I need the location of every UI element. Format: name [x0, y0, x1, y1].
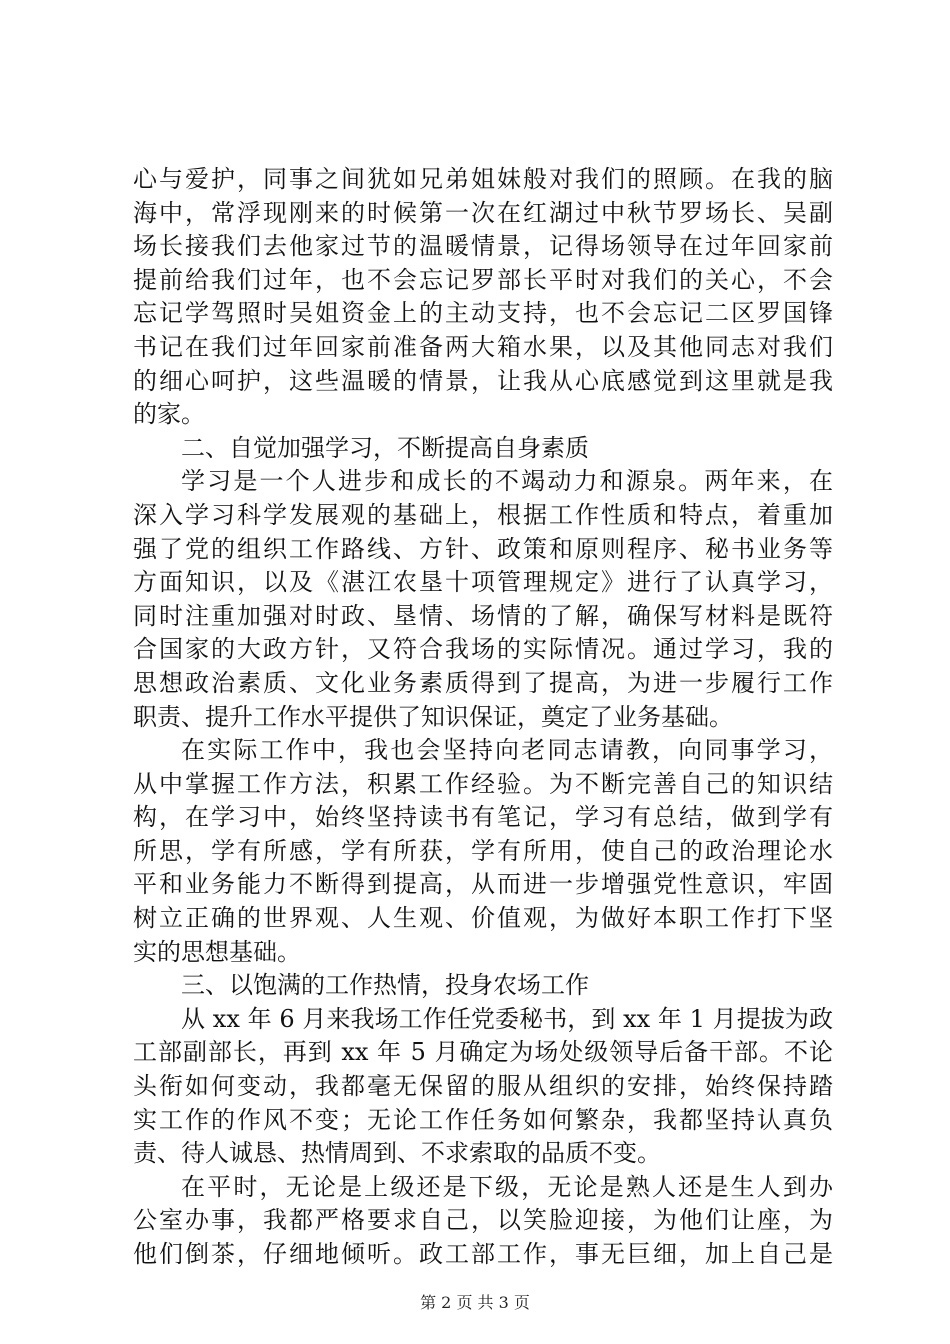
- text-line: 场长接我们去他家过节的温暖情景，记得场领导在过年回家前: [133, 232, 833, 261]
- text-line: 责、待人诚恳、热情周到、不求索取的品质不变。: [133, 1139, 661, 1168]
- text-line: 头衔如何变动，我都毫无保留的服从组织的安排，始终保持踏: [133, 1072, 833, 1101]
- text-line: 同时注重加强对时政、垦情、场情的了解，确保写材料是既符: [133, 601, 833, 630]
- text-line: 的细心呵护，这些温暖的情景，让我从心底感觉到这里就是我: [133, 366, 833, 395]
- text-line: 三、以饱满的工作热情，投身农场工作: [181, 971, 589, 1000]
- page-footer: 第 2 页 共 3 页: [420, 1293, 530, 1312]
- text-line: 所思，学有所感，学有所获，学有所用，使自己的政治理论水: [133, 836, 833, 865]
- text-line: 树立正确的世界观、人生观、价值观，为做好本职工作打下坚: [133, 904, 833, 933]
- text-line: 心与爱护，同事之间犹如兄弟姐妹般对我们的照顾。在我的脑: [133, 165, 833, 193]
- text-line: 从 xx 年 6 月来我场工作任党委秘书，到 xx 年 1 月提拔为政: [181, 1004, 833, 1033]
- text-line: 的家。: [133, 400, 205, 429]
- text-line: 方面知识，以及《湛江农垦十项管理规定》进行了认真学习，: [133, 568, 833, 597]
- text-line: 提前给我们过年，也不会忘记罗部长平时对我们的关心，不会: [133, 265, 833, 294]
- document-body: [133, 163, 833, 1272]
- text-line: 职责、提升工作水平提供了知识保证，奠定了业务基础。: [133, 702, 733, 731]
- text-line: 公室办事，我都严格要求自己，以笑脸迎接，为他们让座，为: [133, 1206, 833, 1235]
- text-line: 构，在学习中，始终坚持读书有笔记，学习有总结，做到学有: [133, 803, 833, 832]
- text-line: 合国家的大政方针，又符合我场的实际情况。通过学习，我的: [133, 635, 833, 664]
- text-line: 实工作的作风不变；无论工作任务如何繁杂，我都坚持认真负: [133, 1105, 833, 1134]
- text-line: 他们倒茶，仔细地倾听。政工部工作，事无巨细，加上自己是: [133, 1240, 833, 1268]
- text-line: 海中，常浮现刚来的时候第一次在红湖过中秋节罗场长、吴副: [133, 198, 833, 227]
- text-line: 实的思想基础。: [133, 937, 301, 966]
- text-line: 深入学习科学发展观的基础上，根据工作性质和特点，着重加: [133, 500, 833, 529]
- text-line: 忘记学驾照时吴姐资金上的主动支持，也不会忘记二区罗国锋: [133, 299, 833, 328]
- text-line: 强了党的组织工作路线、方针、政策和原则程序、秘书业务等: [133, 534, 833, 563]
- text-line: 在实际工作中，我也会坚持向老同志请教，向同事学习，: [181, 736, 833, 765]
- text-line: 在平时，无论是上级还是下级，无论是熟人还是生人到办: [181, 1172, 833, 1201]
- text-line: 学习是一个人进步和成长的不竭动力和源泉。两年来，在: [181, 467, 833, 496]
- text-line: 思想政治素质、文化业务素质得到了提高，为进一步履行工作: [133, 668, 833, 697]
- text-line: 从中掌握工作方法，积累工作经验。为不断完善自己的知识结: [133, 769, 833, 798]
- text-line: 书记在我们过年回家前准备两大箱水果，以及其他同志对我们: [133, 332, 833, 361]
- text-line: 二、自觉加强学习，不断提高自身素质: [181, 433, 589, 462]
- text-line: 平和业务能力不断得到提高，从而进一步增强党性意识，牢固: [133, 870, 833, 899]
- text-line: 工部副部长，再到 xx 年 5 月确定为场处级领导后备干部。不论: [133, 1038, 833, 1067]
